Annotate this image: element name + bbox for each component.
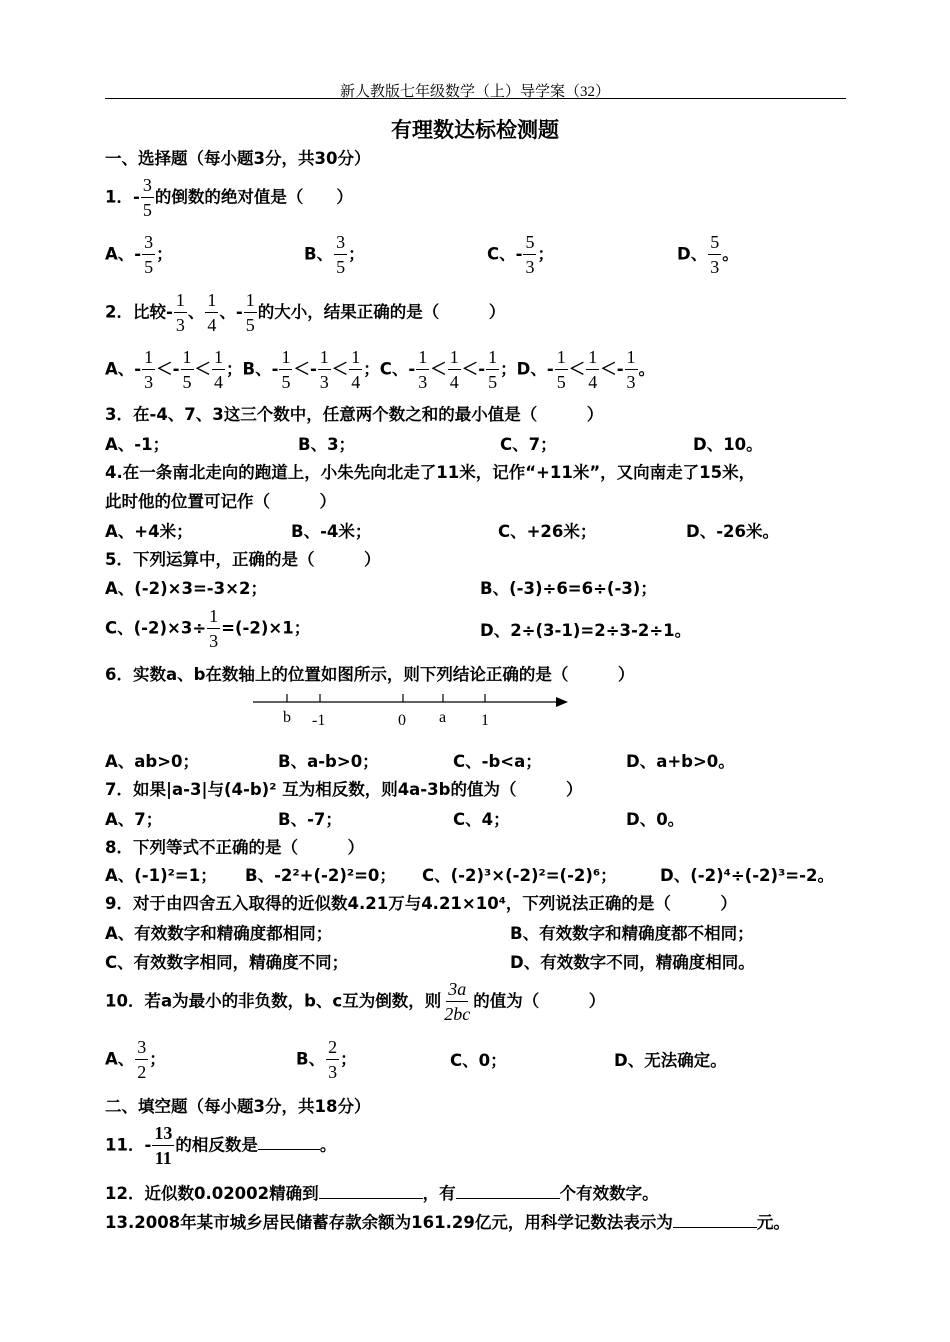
question-7: 7．如果|a-3|与(4-b)² 互为相反数，则4a-3b的值为（ ） [105,780,583,799]
question-8: 8．下列等式不正确的是（ ） [105,838,364,857]
fraction: $\frac{3}{5}$ [142,175,152,220]
option-c: C、有效数字相同，精确度不同； [105,953,349,972]
answer-blank[interactable] [456,1184,560,1199]
option-d: D、无法确定。 [614,1051,727,1070]
option-c: C、(-2)×3÷ $\frac{1}{3}$ =(-2)×1； [105,606,311,651]
option-c: C、7； [500,435,557,454]
question-5: 5．下列运算中，正确的是（ ） [105,550,381,569]
number-line [250,688,580,733]
answer-blank[interactable] [258,1135,320,1150]
question-prefix: 1．- [105,187,140,207]
question-4-cont: 此时他的位置可记作（ ） [105,492,336,511]
fraction: $\frac{3a}{2bc}$ [444,979,471,1024]
question-10: 10．若a为最小的非负数，b、c互为倒数，则 $\frac{3a}{2bc}$ 的值为（ ） [105,979,606,1024]
header-rule [105,98,846,99]
option-c: C、0； [450,1051,507,1070]
option-b: B、有效数字和精确度都不相同； [510,924,754,943]
question-11: 11．- $\frac{13}{11}$ 的相反数是 。 [105,1123,337,1168]
axis-label-zero: 0 [398,712,406,729]
option-a: A、(-2)×3=-3×2； [105,579,267,598]
option-a: A、-1； [105,435,170,454]
option-b: B、 $\frac{3}{5}$ ； [304,232,365,277]
fraction: $\frac{1}{3}$ [209,606,219,651]
question-9: 9．对于由四舍五入取得的近似数4.21万与4.21×10⁴，下列说法正确的是（ ） [105,894,737,913]
option-c: C、4； [453,810,510,829]
option-d: D、有效数字不同，精确度相同。 [510,953,755,972]
option-b: B、-2²+(-2)²=0； [245,866,396,885]
section-heading: 二、填空题（每小题3分，共18分） [105,1097,371,1116]
question-12: 12．近似数0.02002精确到 ，有 个有效数字。 [105,1184,659,1203]
option-d: D、0。 [626,810,685,829]
axis-label-b: b [283,709,291,726]
option-a: A、有效数字和精确度都相同； [105,924,333,943]
option-c: C、- $\frac{5}{3}$ ； [487,232,554,277]
option-b: B、3； [298,435,356,454]
option-b: B、-4米； [291,522,372,541]
question-6: 6．实数a、b在数轴上的位置如图所示，则下列结论正确的是（ ） [105,665,635,684]
page-header: 新人教版七年级数学（上）导学案（32） [339,84,610,100]
answer-blank[interactable] [319,1184,423,1199]
question-1 [105,176,353,220]
page-title: 有理数达标检测题 [391,118,559,142]
option-d: D、(-2)⁴÷(-2)³=-2。 [660,866,834,885]
option-a: A、(-1)²=1； [105,866,217,885]
option-d: D、2÷(3-1)=2÷3-2÷1。 [480,621,692,640]
fraction: $\frac{13}{11}$ [154,1123,173,1168]
question-stem: 的倒数的绝对值是（ ） [154,187,353,207]
option-d: D、-26米。 [686,522,780,541]
option-a: A、 $\frac{3}{2}$ ； [105,1037,166,1082]
option-b: B、 $\frac{2}{3}$ ； [296,1037,357,1082]
answer-blank[interactable] [673,1213,757,1228]
option-a: A、ab>0； [105,752,200,771]
question-2-options: A、- $\frac{1}{3}$ ＜- $\frac{1}{5}$ ＜ $\frac{1}{4}$ ；B、- $\frac{1}{5}$ ＜- $\frac{1}{3}$ ＜ $\frac{1}{4}$ ；C、- $\frac{1}{3}$ ＜ $\frac{1}{4}$ ＜- $\frac{1}{5}$ ；D、- $\frac{1}{5}$ ＜ $\frac{1}{4}$ ＜- $\frac{1}{3}$ 。 [105,347,656,392]
option-b: B、a-b>0； [278,752,379,771]
axis-label-a: a [439,709,447,726]
option-d: D、10。 [693,435,763,454]
question-3: 3．在-4、7、3这三个数中，任意两个数之和的最小值是（ ） [105,405,604,424]
axis-label-minus-one: -1 [312,712,326,729]
question-2: 2．比较- $\frac{1}{3}$ 、 $\frac{1}{4}$ 、- $\frac{1}{5}$ 的大小，结果正确的是（ ） [105,290,506,335]
option-c: C、(-2)³×(-2)²=(-2)⁶； [422,866,617,885]
option-c: C、+26米； [498,522,597,541]
option-b: B、-7； [278,810,342,829]
option-b: B、(-3)÷6=6÷(-3)； [480,579,657,598]
axis-label-one: 1 [481,712,489,729]
option-d: D、 $\frac{5}{3}$ 。 [677,232,739,277]
section-heading: 一、选择题（每小题3分，共30分） [105,149,371,168]
question-13: 13.2008年某市城乡居民储蓄存款余额为161.29亿元，用科学记数法表示为 元。 [105,1213,790,1232]
option-c: C、-b<a； [453,752,542,771]
question-4: 4.在一条南北走向的跑道上，小朱先向北走了11米，记作“+11米”，又向南走了15米， [105,463,756,482]
option-a: A、7； [105,810,163,829]
option-a: A、- $\frac{3}{5}$ ； [105,232,173,277]
option-d: D、a+b>0。 [626,752,735,771]
option-a: A、+4米； [105,522,193,541]
